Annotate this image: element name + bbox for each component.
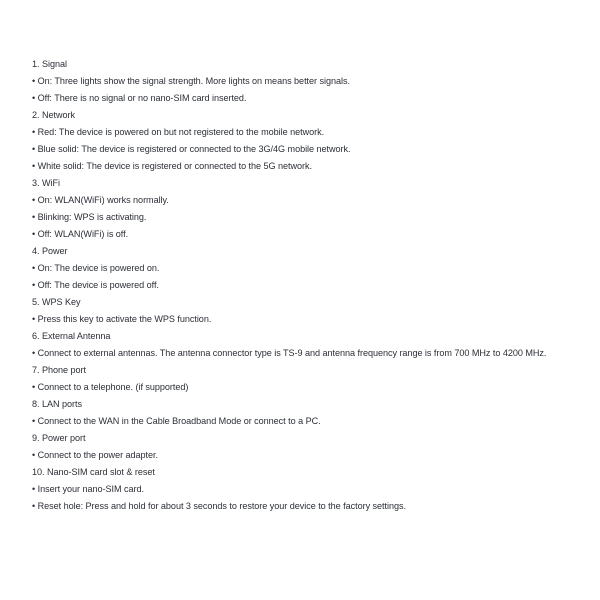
list-item: • Connect to the WAN in the Cable Broadband Mode or connect to a PC. [32,416,321,426]
section-heading-network: 2. Network [32,110,75,120]
section-heading-wps-key: 5. WPS Key [32,297,81,307]
section-heading-lan-ports: 8. LAN ports [32,399,82,409]
section-heading-signal: 1. Signal [32,59,67,69]
section-heading-power: 4. Power [32,246,68,256]
list-item: • On: WLAN(WiFi) works normally. [32,195,169,205]
list-item: • Press this key to activate the WPS function. [32,314,212,324]
list-item: • Red: The device is powered on but not registered to the mobile network. [32,127,325,137]
list-item: • Blinking: WPS is activating. [32,212,147,222]
section-heading-external-antenna: 6. External Antenna [32,331,111,341]
list-item: • On: Three lights show the signal strength. More lights on means better signals. [32,76,350,86]
document-body [32,56,592,515]
section-heading-nano-sim-reset: 10. Nano-SIM card slot & reset [32,467,155,477]
list-item: • Insert your nano-SIM card. [32,484,144,494]
list-item: • Blue solid: The device is registered or connected to the 3G/4G mobile network. [32,144,351,154]
section-heading-wifi: 3. WiFi [32,178,60,188]
list-item: • Connect to external antennas. The antenna connector type is TS-9 and antenna frequency range is from 700 MHz to 4200 MHz. [32,348,547,358]
list-item: • White solid: The device is registered or connected to the 5G network. [32,161,312,171]
list-item: • Connect to a telephone. (if supported) [32,382,189,392]
section-heading-power-port: 9. Power port [32,433,86,443]
list-item: • Off: WLAN(WiFi) is off. [32,229,129,239]
list-item: • Off: There is no signal or no nano-SIM card inserted. [32,93,247,103]
list-item: • Off: The device is powered off. [32,280,159,290]
section-heading-phone-port: 7. Phone port [32,365,86,375]
list-item: • Connect to the power adapter. [32,450,158,460]
list-item: • Reset hole: Press and hold for about 3 seconds to restore your device to the factory settings. [32,501,406,511]
list-item: • On: The device is powered on. [32,263,160,273]
